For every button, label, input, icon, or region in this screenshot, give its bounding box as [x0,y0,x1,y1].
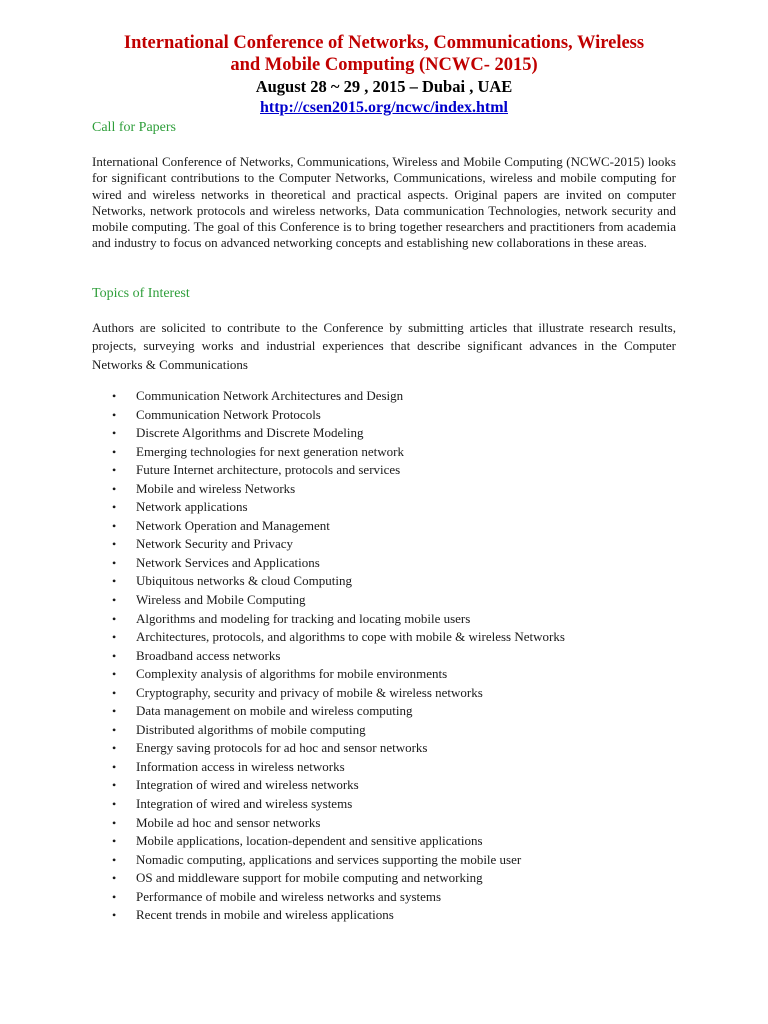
topics-list [110,387,690,925]
topic-text: Information access in wireless networks [136,758,345,774]
topic-item [110,443,690,462]
bullet-icon: • [112,908,117,923]
topic-item [110,906,690,925]
call-for-papers-body: International Conference of Networks, Communications, Wireless and Mobile Computing (NCWC-2015) looks for significant contributions to the Computer Networks, Communications, wireless and mobile computing for wired and wireless networks in theoretical and practical aspects. Original papers are invited on computer Networks, network protocols and wireless networks, Data communication Technologies, network security and mobile computing. The goal of this Conference is to bring together researchers and practitioners from academia and industry to focus on advanced networking concepts and establishing new collaborations in these areas. [92,154,676,251]
bullet-icon: • [112,593,117,608]
topic-text: Broadband access networks [136,647,281,663]
topic-text: Nomadic computing, applications and services supporting the mobile user [136,851,522,867]
bullet-icon: • [112,759,117,774]
topic-item [110,684,690,703]
bullet-icon: • [112,648,117,663]
topic-text: Communication Network Architectures and Design [136,388,404,403]
bullet-icon: • [112,463,117,478]
topic-text: Communication Network Protocols [136,406,321,422]
topic-text: Mobile applications, location-dependent and sensitive applications [136,833,483,849]
bullet-icon: • [112,537,117,552]
topic-item [110,739,690,758]
topic-item [110,795,690,814]
bullet-icon: • [112,407,117,422]
bullet-icon: • [112,834,117,849]
topic-item [110,591,690,610]
topic-text: Distributed algorithms of mobile computing [136,721,366,737]
topic-text: Cryptography, security and privacy of mobile & wireless networks [136,684,483,700]
bullet-icon: • [112,852,117,867]
topic-text: Data management on mobile and wireless computing [136,703,413,719]
conference-url-link[interactable]: http://csen2015.org/ncwc/index.html [260,99,508,116]
bullet-icon: • [112,611,117,626]
bullet-icon: • [112,797,117,812]
topic-item [110,554,690,573]
topic-item [110,814,690,833]
topic-text: Wireless and Mobile Computing [136,592,306,608]
bullet-icon: • [112,722,117,737]
topic-item [110,702,690,721]
bullet-icon: • [112,667,117,682]
topic-text: Network Operation and Management [136,517,330,533]
bullet-icon: • [112,778,117,793]
topic-text: Energy saving protocols for ad hoc and sensor networks [136,740,428,756]
topic-item [110,572,690,591]
conference-url-wrapper [60,98,708,118]
topic-text: Future Internet architecture, protocols and services [136,462,401,478]
topic-text: Mobile and wireless Networks [136,480,296,496]
conference-dates: August 28 ~ 29 , 2015 – Dubai , UAE [255,77,513,96]
bullet-icon: • [112,871,117,886]
topic-item [110,498,690,517]
bullet-icon: • [112,426,117,441]
bullet-icon: • [112,555,117,570]
call-for-papers-heading: Call for Papers [92,120,176,135]
bullet-icon: • [112,444,117,459]
bullet-icon: • [112,889,117,904]
topic-item [110,424,690,443]
bullet-icon: • [112,630,117,645]
title-line-2: and Mobile Computing (NCWC- 2015) [230,55,538,75]
topic-item [110,406,690,425]
topic-item [110,721,690,740]
topic-text: Network Security and Privacy [136,536,294,552]
topic-item [110,888,690,907]
topic-text: Performance of mobile and wireless networks and systems [136,888,442,904]
topic-item [110,758,690,777]
topic-item [110,832,690,851]
topic-item [110,869,690,888]
topic-item [110,387,690,406]
topic-item [110,610,690,629]
topic-text: Algorithms and modeling for tracking and locating mobile users [136,610,471,626]
topic-text: Complexity analysis of algorithms for mobile environments [136,666,448,682]
topics-of-interest-heading: Topics of Interest [92,286,190,301]
topic-item [110,776,690,795]
topic-item [110,665,690,684]
bullet-icon: • [112,500,117,515]
topic-text: Mobile ad hoc and sensor networks [136,814,321,830]
topic-text: Ubiquitous networks & cloud Computing [136,573,352,589]
topic-item [110,535,690,554]
topic-item [110,517,690,536]
bullet-icon: • [112,685,117,700]
topic-text: Architectures, protocols, and algorithms to cope with mobile & wireless Networks [136,629,565,645]
topic-text: Recent trends in mobile and wireless applications [136,907,394,923]
topic-item [110,647,690,666]
topic-item [110,628,690,647]
title-line-1: International Conference of Networks, Communications, Wireless [123,33,645,53]
bullet-icon: • [112,704,117,719]
bullet-icon: • [112,481,117,496]
topic-text: Discrete Algorithms and Discrete Modeling [136,425,364,441]
topic-text: Network applications [136,499,248,515]
topic-item [110,851,690,870]
topic-text: Emerging technologies for next generation network [136,443,404,459]
topic-text: Integration of wired and wireless systems [136,796,353,812]
topic-item [110,480,690,499]
topics-intro: Authors are solicited to contribute to the Conference by submitting articles that illustrate research results, projects, surveying works and industrial experiences that describe significant advances in the Computer Networks & Communications [92,320,676,372]
topic-item [110,461,690,480]
topic-text: OS and middleware support for mobile computing and networking [136,870,483,886]
topic-text: Integration of wired and wireless networks [136,777,359,793]
bullet-icon: • [112,518,117,533]
topic-text: Network Services and Applications [136,554,320,570]
bullet-icon: • [112,574,117,589]
bullet-icon: • [112,741,117,756]
bullet-icon: • [112,389,117,403]
bullet-icon: • [112,815,117,830]
